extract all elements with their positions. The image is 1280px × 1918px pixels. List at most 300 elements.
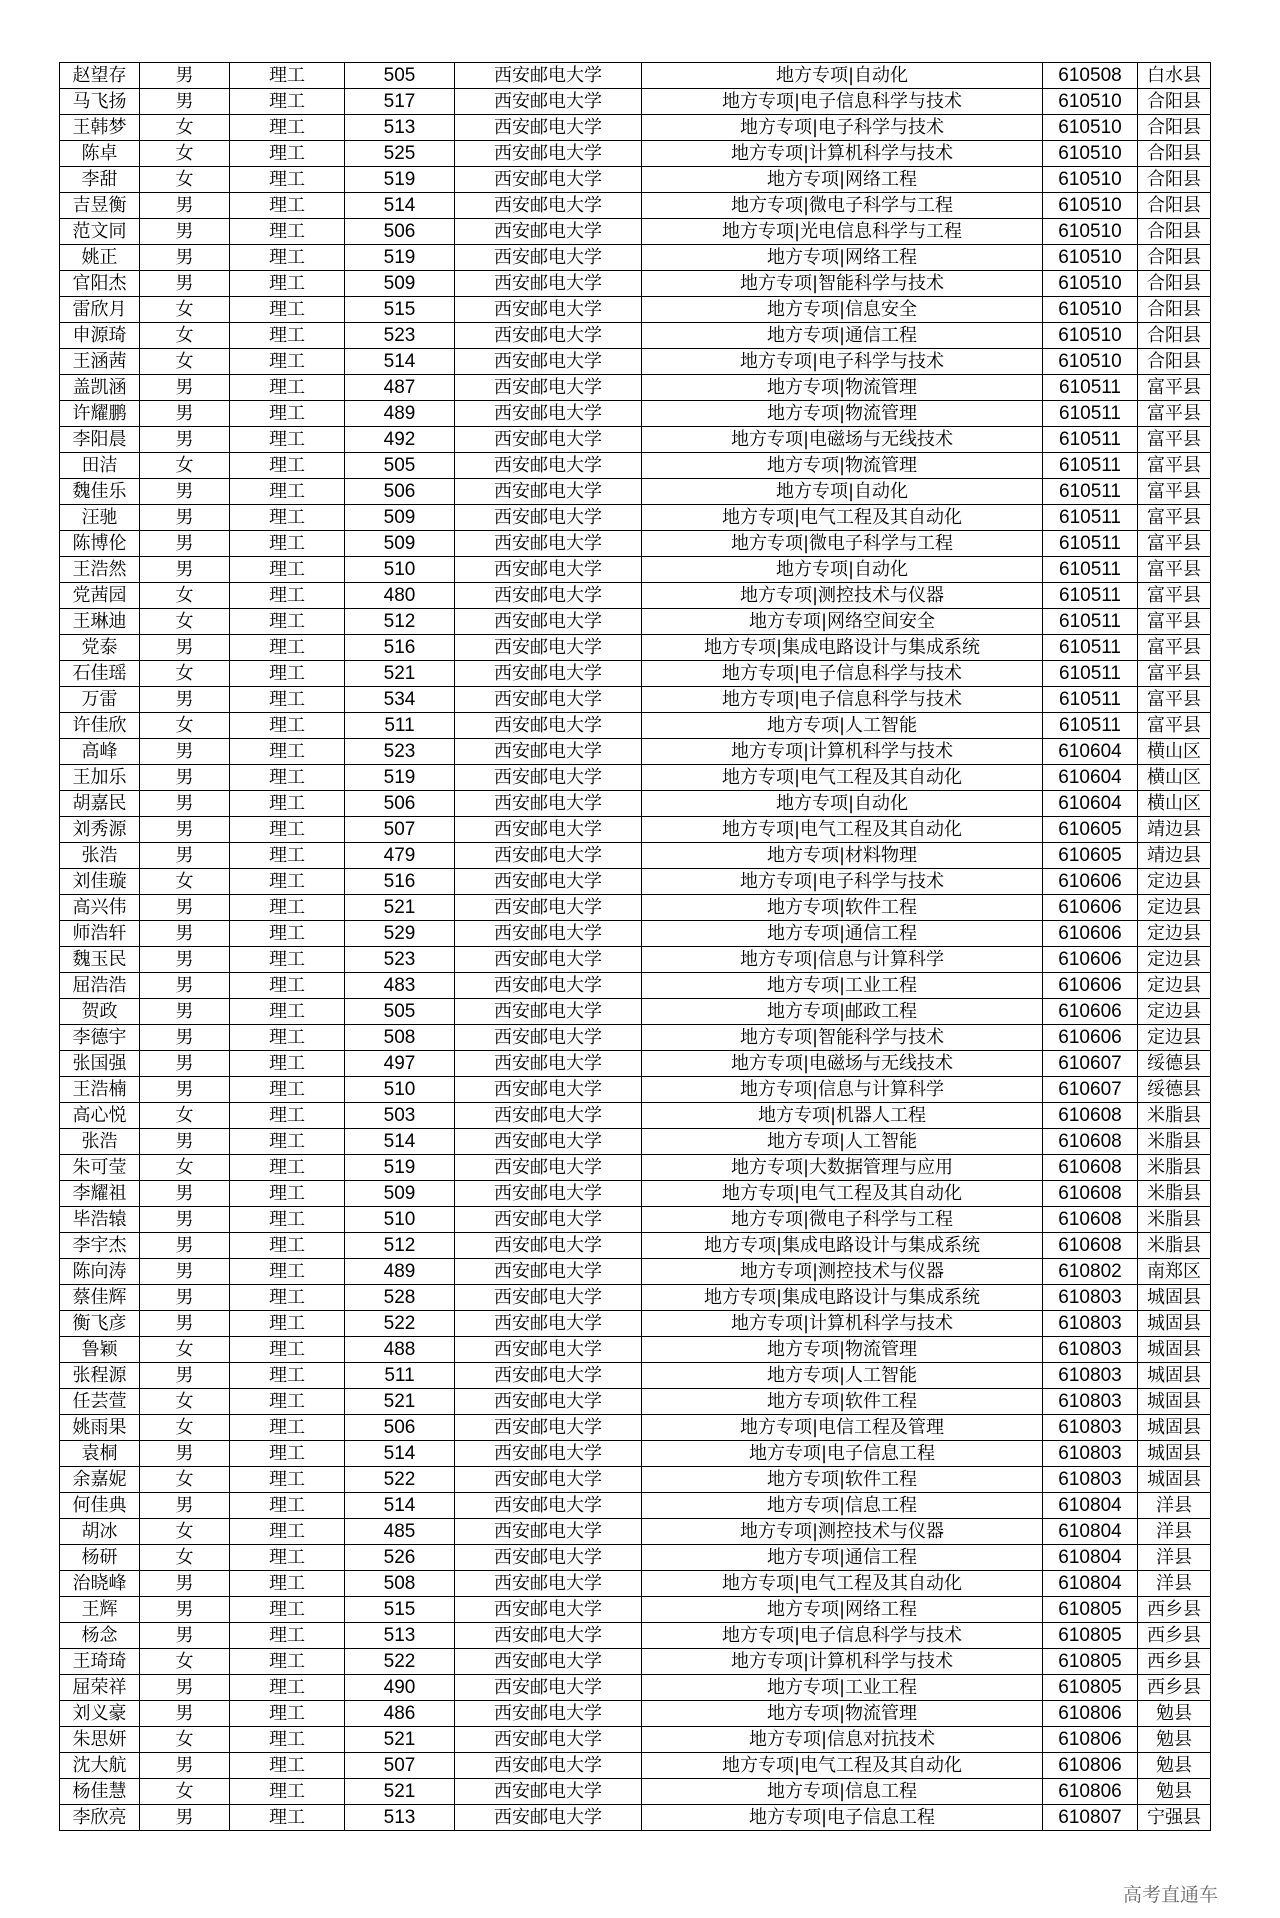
score-cell: 513: [345, 1623, 455, 1649]
table-row: [60, 1571, 1211, 1597]
university-cell: 西安邮电大学: [455, 1675, 642, 1701]
category-cell: 理工: [230, 1779, 345, 1805]
score-cell: 521: [345, 1727, 455, 1753]
code-cell: 610802: [1043, 1259, 1138, 1285]
gender-cell: 男: [140, 947, 230, 973]
university-cell: 西安邮电大学: [455, 765, 642, 791]
major-cell: 地方专项|信息与计算科学: [642, 947, 1043, 973]
university-cell: 西安邮电大学: [455, 323, 642, 349]
gender-cell: 男: [140, 1051, 230, 1077]
major-cell: 地方专项|集成电路设计与集成系统: [642, 635, 1043, 661]
table-row: [60, 1805, 1211, 1831]
code-cell: 610803: [1043, 1467, 1138, 1493]
gender-cell: 男: [140, 1311, 230, 1337]
major-cell: 地方专项|信息对抗技术: [642, 1727, 1043, 1753]
table-row: [60, 1675, 1211, 1701]
table-row: [60, 505, 1211, 531]
major-cell: 地方专项|电子信息科学与技术: [642, 687, 1043, 713]
major-cell: 地方专项|邮政工程: [642, 999, 1043, 1025]
table-row: [60, 245, 1211, 271]
university-cell: 西安邮电大学: [455, 505, 642, 531]
code-cell: 610511: [1043, 713, 1138, 739]
university-cell: 西安邮电大学: [455, 687, 642, 713]
score-cell: 515: [345, 1597, 455, 1623]
name-cell: 雷欣月: [60, 297, 140, 323]
table-row: [60, 1285, 1211, 1311]
code-cell: 610806: [1043, 1753, 1138, 1779]
gender-cell: 女: [140, 453, 230, 479]
county-cell: 合阳县: [1138, 193, 1211, 219]
name-cell: 刘秀源: [60, 817, 140, 843]
code-cell: 610806: [1043, 1779, 1138, 1805]
table-row: [60, 167, 1211, 193]
category-cell: 理工: [230, 1181, 345, 1207]
gender-cell: 男: [140, 895, 230, 921]
gender-cell: 女: [140, 323, 230, 349]
score-cell: 521: [345, 895, 455, 921]
table-row: [60, 1649, 1211, 1675]
university-cell: 西安邮电大学: [455, 349, 642, 375]
county-cell: 米脂县: [1138, 1129, 1211, 1155]
score-cell: 521: [345, 1389, 455, 1415]
county-cell: 富平县: [1138, 713, 1211, 739]
code-cell: 610804: [1043, 1545, 1138, 1571]
code-cell: 610806: [1043, 1727, 1138, 1753]
major-cell: 地方专项|工业工程: [642, 973, 1043, 999]
major-cell: 地方专项|电气工程及其自动化: [642, 765, 1043, 791]
score-cell: 480: [345, 583, 455, 609]
score-cell: 523: [345, 739, 455, 765]
category-cell: 理工: [230, 1441, 345, 1467]
table-row: [60, 1259, 1211, 1285]
name-cell: 马飞扬: [60, 89, 140, 115]
category-cell: 理工: [230, 89, 345, 115]
category-cell: 理工: [230, 1337, 345, 1363]
table-row: [60, 1519, 1211, 1545]
university-cell: 西安邮电大学: [455, 609, 642, 635]
university-cell: 西安邮电大学: [455, 89, 642, 115]
category-cell: 理工: [230, 167, 345, 193]
score-cell: 505: [345, 63, 455, 89]
gender-cell: 女: [140, 1649, 230, 1675]
code-cell: 610608: [1043, 1103, 1138, 1129]
table-row: [60, 1779, 1211, 1805]
category-cell: 理工: [230, 297, 345, 323]
score-cell: 519: [345, 765, 455, 791]
county-cell: 富平县: [1138, 531, 1211, 557]
score-cell: 514: [345, 349, 455, 375]
code-cell: 610510: [1043, 115, 1138, 141]
score-cell: 523: [345, 323, 455, 349]
table-row: [60, 1233, 1211, 1259]
university-cell: 西安邮电大学: [455, 817, 642, 843]
name-cell: 赵望存: [60, 63, 140, 89]
score-cell: 479: [345, 843, 455, 869]
score-cell: 512: [345, 1233, 455, 1259]
table-row: [60, 401, 1211, 427]
score-cell: 514: [345, 193, 455, 219]
university-cell: 西安邮电大学: [455, 1727, 642, 1753]
university-cell: 西安邮电大学: [455, 791, 642, 817]
name-cell: 朱可莹: [60, 1155, 140, 1181]
major-cell: 地方专项|计算机科学与技术: [642, 1649, 1043, 1675]
name-cell: 何佳典: [60, 1493, 140, 1519]
code-cell: 610805: [1043, 1675, 1138, 1701]
category-cell: 理工: [230, 505, 345, 531]
gender-cell: 女: [140, 167, 230, 193]
score-cell: 507: [345, 817, 455, 843]
table-row: [60, 193, 1211, 219]
gender-cell: 男: [140, 1285, 230, 1311]
county-cell: 合阳县: [1138, 271, 1211, 297]
code-cell: 610511: [1043, 635, 1138, 661]
gender-cell: 女: [140, 609, 230, 635]
category-cell: 理工: [230, 1389, 345, 1415]
county-cell: 城固县: [1138, 1415, 1211, 1441]
table-row: [60, 843, 1211, 869]
code-cell: 610511: [1043, 479, 1138, 505]
table-row: [60, 1701, 1211, 1727]
university-cell: 西安邮电大学: [455, 1025, 642, 1051]
university-cell: 西安邮电大学: [455, 1571, 642, 1597]
category-cell: 理工: [230, 531, 345, 557]
name-cell: 朱思妍: [60, 1727, 140, 1753]
major-cell: 地方专项|测控技术与仪器: [642, 1519, 1043, 1545]
name-cell: 张程源: [60, 1363, 140, 1389]
county-cell: 勉县: [1138, 1727, 1211, 1753]
table-row: [60, 1597, 1211, 1623]
category-cell: 理工: [230, 1051, 345, 1077]
name-cell: 陈博伦: [60, 531, 140, 557]
major-cell: 地方专项|自动化: [642, 791, 1043, 817]
code-cell: 610807: [1043, 1805, 1138, 1831]
county-cell: 富平县: [1138, 635, 1211, 661]
university-cell: 西安邮电大学: [455, 635, 642, 661]
county-cell: 城固县: [1138, 1389, 1211, 1415]
code-cell: 610606: [1043, 895, 1138, 921]
table-row: [60, 1493, 1211, 1519]
county-cell: 定边县: [1138, 895, 1211, 921]
code-cell: 610606: [1043, 973, 1138, 999]
county-cell: 富平县: [1138, 375, 1211, 401]
code-cell: 610604: [1043, 791, 1138, 817]
county-cell: 城固县: [1138, 1363, 1211, 1389]
gender-cell: 女: [140, 869, 230, 895]
score-cell: 534: [345, 687, 455, 713]
gender-cell: 男: [140, 193, 230, 219]
table-row: [60, 427, 1211, 453]
category-cell: 理工: [230, 1129, 345, 1155]
university-cell: 西安邮电大学: [455, 1077, 642, 1103]
university-cell: 西安邮电大学: [455, 1337, 642, 1363]
category-cell: 理工: [230, 661, 345, 687]
gender-cell: 男: [140, 401, 230, 427]
gender-cell: 男: [140, 1701, 230, 1727]
gender-cell: 男: [140, 479, 230, 505]
university-cell: 西安邮电大学: [455, 531, 642, 557]
county-cell: 西乡县: [1138, 1597, 1211, 1623]
gender-cell: 男: [140, 999, 230, 1025]
category-cell: 理工: [230, 349, 345, 375]
category-cell: 理工: [230, 1701, 345, 1727]
university-cell: 西安邮电大学: [455, 1805, 642, 1831]
category-cell: 理工: [230, 453, 345, 479]
name-cell: 王琳迪: [60, 609, 140, 635]
table-row: [60, 609, 1211, 635]
code-cell: 610805: [1043, 1597, 1138, 1623]
county-cell: 城固县: [1138, 1467, 1211, 1493]
major-cell: 地方专项|电子信息科学与技术: [642, 89, 1043, 115]
major-cell: 地方专项|微电子科学与工程: [642, 531, 1043, 557]
major-cell: 地方专项|网络工程: [642, 1597, 1043, 1623]
major-cell: 地方专项|测控技术与仪器: [642, 583, 1043, 609]
major-cell: 地方专项|电子信息工程: [642, 1805, 1043, 1831]
name-cell: 杨佳慧: [60, 1779, 140, 1805]
county-cell: 定边县: [1138, 999, 1211, 1025]
gender-cell: 女: [140, 1389, 230, 1415]
gender-cell: 女: [140, 1545, 230, 1571]
score-cell: 503: [345, 1103, 455, 1129]
code-cell: 610806: [1043, 1701, 1138, 1727]
university-cell: 西安邮电大学: [455, 193, 642, 219]
table-row: [60, 1337, 1211, 1363]
code-cell: 610608: [1043, 1181, 1138, 1207]
score-cell: 490: [345, 1675, 455, 1701]
county-cell: 米脂县: [1138, 1103, 1211, 1129]
university-cell: 西安邮电大学: [455, 661, 642, 687]
category-cell: 理工: [230, 765, 345, 791]
gender-cell: 男: [140, 531, 230, 557]
score-cell: 506: [345, 1415, 455, 1441]
code-cell: 610803: [1043, 1389, 1138, 1415]
university-cell: 西安邮电大学: [455, 141, 642, 167]
score-cell: 522: [345, 1649, 455, 1675]
table-row: [60, 349, 1211, 375]
category-cell: 理工: [230, 63, 345, 89]
university-cell: 西安邮电大学: [455, 271, 642, 297]
category-cell: 理工: [230, 141, 345, 167]
table-row: [60, 713, 1211, 739]
category-cell: 理工: [230, 1103, 345, 1129]
code-cell: 610804: [1043, 1493, 1138, 1519]
major-cell: 地方专项|测控技术与仪器: [642, 1259, 1043, 1285]
major-cell: 地方专项|电子信息工程: [642, 1441, 1043, 1467]
university-cell: 西安邮电大学: [455, 1129, 642, 1155]
county-cell: 西乡县: [1138, 1623, 1211, 1649]
gender-cell: 男: [140, 89, 230, 115]
score-cell: 489: [345, 401, 455, 427]
name-cell: 余嘉妮: [60, 1467, 140, 1493]
table-row: [60, 1753, 1211, 1779]
university-cell: 西安邮电大学: [455, 1311, 642, 1337]
county-cell: 洋县: [1138, 1545, 1211, 1571]
gender-cell: 男: [140, 635, 230, 661]
score-cell: 487: [345, 375, 455, 401]
county-cell: 富平县: [1138, 479, 1211, 505]
score-cell: 525: [345, 141, 455, 167]
university-cell: 西安邮电大学: [455, 167, 642, 193]
name-cell: 屈浩浩: [60, 973, 140, 999]
score-cell: 523: [345, 947, 455, 973]
university-cell: 西安邮电大学: [455, 1779, 642, 1805]
university-cell: 西安邮电大学: [455, 1623, 642, 1649]
gender-cell: 女: [140, 1467, 230, 1493]
county-cell: 定边县: [1138, 1025, 1211, 1051]
score-cell: 483: [345, 973, 455, 999]
table-row: [60, 687, 1211, 713]
university-cell: 西安邮电大学: [455, 63, 642, 89]
score-cell: 510: [345, 557, 455, 583]
gender-cell: 男: [140, 765, 230, 791]
county-cell: 富平县: [1138, 661, 1211, 687]
name-cell: 姚正: [60, 245, 140, 271]
gender-cell: 女: [140, 115, 230, 141]
major-cell: 地方专项|人工智能: [642, 1129, 1043, 1155]
county-cell: 米脂县: [1138, 1207, 1211, 1233]
county-cell: 富平县: [1138, 687, 1211, 713]
name-cell: 任芸萱: [60, 1389, 140, 1415]
name-cell: 许耀鹏: [60, 401, 140, 427]
major-cell: 地方专项|大数据管理与应用: [642, 1155, 1043, 1181]
name-cell: 沈大航: [60, 1753, 140, 1779]
score-cell: 514: [345, 1129, 455, 1155]
gender-cell: 男: [140, 1077, 230, 1103]
table-row: [60, 453, 1211, 479]
score-cell: 497: [345, 1051, 455, 1077]
table-row: [60, 1545, 1211, 1571]
score-cell: 492: [345, 427, 455, 453]
university-cell: 西安邮电大学: [455, 401, 642, 427]
major-cell: 地方专项|自动化: [642, 479, 1043, 505]
major-cell: 地方专项|计算机科学与技术: [642, 141, 1043, 167]
score-cell: 519: [345, 245, 455, 271]
score-cell: 522: [345, 1311, 455, 1337]
county-cell: 定边县: [1138, 921, 1211, 947]
score-cell: 485: [345, 1519, 455, 1545]
university-cell: 西安邮电大学: [455, 1259, 642, 1285]
category-cell: 理工: [230, 1805, 345, 1831]
name-cell: 袁桐: [60, 1441, 140, 1467]
code-cell: 610510: [1043, 89, 1138, 115]
major-cell: 地方专项|电信工程及管理: [642, 1415, 1043, 1441]
category-cell: 理工: [230, 1727, 345, 1753]
county-cell: 城固县: [1138, 1285, 1211, 1311]
major-cell: 地方专项|电磁场与无线技术: [642, 1051, 1043, 1077]
table-row: [60, 375, 1211, 401]
code-cell: 610605: [1043, 843, 1138, 869]
gender-cell: 女: [140, 297, 230, 323]
table-row: [60, 271, 1211, 297]
gender-cell: 男: [140, 427, 230, 453]
table-row: [60, 583, 1211, 609]
major-cell: 地方专项|电子信息科学与技术: [642, 1623, 1043, 1649]
name-cell: 党茜园: [60, 583, 140, 609]
county-cell: 洋县: [1138, 1493, 1211, 1519]
name-cell: 李耀祖: [60, 1181, 140, 1207]
name-cell: 王韩梦: [60, 115, 140, 141]
major-cell: 地方专项|工业工程: [642, 1675, 1043, 1701]
county-cell: 富平县: [1138, 609, 1211, 635]
name-cell: 李宇杰: [60, 1233, 140, 1259]
score-cell: 517: [345, 89, 455, 115]
category-cell: 理工: [230, 1285, 345, 1311]
category-cell: 理工: [230, 1753, 345, 1779]
category-cell: 理工: [230, 1675, 345, 1701]
table-row: [60, 531, 1211, 557]
category-cell: 理工: [230, 869, 345, 895]
score-cell: 508: [345, 1571, 455, 1597]
category-cell: 理工: [230, 1363, 345, 1389]
name-cell: 王琦琦: [60, 1649, 140, 1675]
university-cell: 西安邮电大学: [455, 115, 642, 141]
gender-cell: 女: [140, 1103, 230, 1129]
code-cell: 610606: [1043, 947, 1138, 973]
name-cell: 高峰: [60, 739, 140, 765]
table-row: [60, 1727, 1211, 1753]
table-row: [60, 1363, 1211, 1389]
county-cell: 富平县: [1138, 427, 1211, 453]
major-cell: 地方专项|网络空间安全: [642, 609, 1043, 635]
name-cell: 李甜: [60, 167, 140, 193]
category-cell: 理工: [230, 1233, 345, 1259]
gender-cell: 男: [140, 687, 230, 713]
table-row: [60, 323, 1211, 349]
university-cell: 西安邮电大学: [455, 1051, 642, 1077]
code-cell: 610804: [1043, 1571, 1138, 1597]
gender-cell: 男: [140, 1623, 230, 1649]
name-cell: 魏佳乐: [60, 479, 140, 505]
county-cell: 定边县: [1138, 869, 1211, 895]
table-row: [60, 661, 1211, 687]
score-cell: 521: [345, 661, 455, 687]
major-cell: 地方专项|电气工程及其自动化: [642, 1571, 1043, 1597]
name-cell: 鲁颖: [60, 1337, 140, 1363]
name-cell: 师浩轩: [60, 921, 140, 947]
category-cell: 理工: [230, 115, 345, 141]
code-cell: 610608: [1043, 1233, 1138, 1259]
university-cell: 西安邮电大学: [455, 375, 642, 401]
code-cell: 610510: [1043, 297, 1138, 323]
county-cell: 洋县: [1138, 1571, 1211, 1597]
university-cell: 西安邮电大学: [455, 999, 642, 1025]
category-cell: 理工: [230, 193, 345, 219]
county-cell: 合阳县: [1138, 323, 1211, 349]
code-cell: 610510: [1043, 245, 1138, 271]
major-cell: 地方专项|电气工程及其自动化: [642, 505, 1043, 531]
code-cell: 610606: [1043, 1025, 1138, 1051]
code-cell: 610511: [1043, 661, 1138, 687]
score-cell: 509: [345, 505, 455, 531]
score-cell: 488: [345, 1337, 455, 1363]
category-cell: 理工: [230, 1207, 345, 1233]
table-row: [60, 1077, 1211, 1103]
county-cell: 勉县: [1138, 1753, 1211, 1779]
county-cell: 横山区: [1138, 739, 1211, 765]
major-cell: 地方专项|信息与计算科学: [642, 1077, 1043, 1103]
score-cell: 510: [345, 1207, 455, 1233]
major-cell: 地方专项|物流管理: [642, 453, 1043, 479]
university-cell: 西安邮电大学: [455, 739, 642, 765]
county-cell: 绥德县: [1138, 1077, 1211, 1103]
county-cell: 横山区: [1138, 765, 1211, 791]
name-cell: 胡冰: [60, 1519, 140, 1545]
code-cell: 610511: [1043, 583, 1138, 609]
university-cell: 西安邮电大学: [455, 1493, 642, 1519]
code-cell: 610803: [1043, 1311, 1138, 1337]
category-cell: 理工: [230, 583, 345, 609]
county-cell: 米脂县: [1138, 1233, 1211, 1259]
name-cell: 张国强: [60, 1051, 140, 1077]
